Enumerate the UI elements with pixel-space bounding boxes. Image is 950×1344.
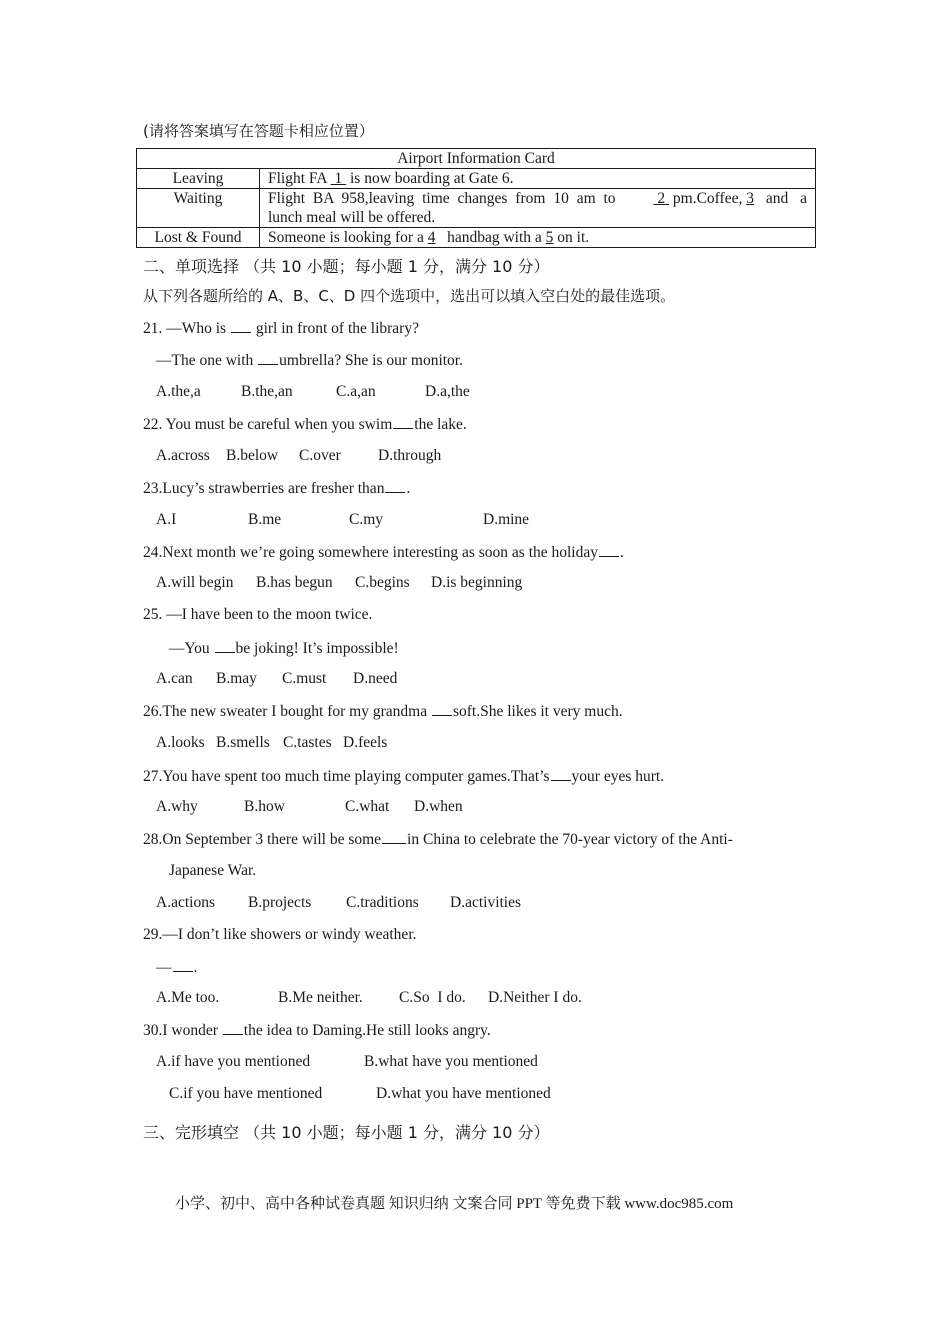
question-23: 23.Lucy’s strawberries are fresher than .	[143, 480, 411, 497]
page-footer: 小学、初中、高中各种试卷真题 知识归纳 文案合同 PPT 等免费下载 www.doc985.com	[175, 1196, 734, 1212]
option-b: B.what have you mentioned	[364, 1053, 538, 1070]
question-30: 30.I wonder the idea to Daming.He still looks angry.	[143, 1022, 491, 1039]
row-content: Someone is looking for a 4 handbag with a 5 on it.	[260, 228, 816, 248]
option-b: B.smells	[216, 734, 270, 751]
question-22: 22. You must be careful when you swim the lake.	[143, 416, 467, 433]
option-d: D.mine	[483, 511, 530, 528]
option-d: D.when	[414, 798, 463, 815]
option-b: B.Me neither.	[278, 989, 363, 1006]
option-d: D.is beginning	[431, 574, 523, 591]
option-c: C.must	[282, 670, 327, 687]
option-d: D.through	[378, 447, 442, 464]
answer-instruction: (请将答案填写在答题卡相应位置）	[143, 122, 374, 140]
option-c: C.over	[299, 447, 341, 464]
question-24: 24.Next month we’re going somewhere interesting as soon as the holiday .	[143, 544, 624, 561]
option-a: A.can	[156, 670, 193, 687]
row-label: Lost & Found	[137, 228, 260, 248]
option-b: B.below	[226, 447, 279, 464]
option-d: D.need	[353, 670, 398, 687]
option-c: C.So I do.	[399, 989, 466, 1006]
option-c: C.if you have mentioned	[169, 1085, 323, 1102]
question-21: 21. —Who is girl in front of the library?	[143, 320, 419, 337]
answer-blank	[599, 542, 619, 557]
option-a: A.actions	[156, 894, 215, 911]
answer-blank	[173, 957, 193, 972]
option-b: B.may	[216, 670, 257, 687]
option-b: B.the,an	[241, 383, 293, 400]
blank-5: 5	[545, 229, 554, 246]
option-a: A.if have you mentioned	[156, 1053, 311, 1070]
option-c: C.traditions	[346, 894, 419, 911]
option-b: B.has begun	[256, 574, 333, 591]
option-b: B.me	[248, 511, 282, 528]
question-27: 27.You have spent too much time playing computer games.That’s your eyes hurt.	[143, 768, 665, 785]
question-25-line2: —You be joking! It’s impossible!	[169, 640, 399, 657]
answer-blank	[385, 478, 405, 493]
question-29-line2: — .	[156, 959, 198, 976]
answer-blank	[231, 318, 251, 333]
section-instruction: 从下列各题所给的 A、B、C、D 四个选项中，选出可以填入空白处的最佳选项。	[143, 287, 676, 305]
answer-blank	[223, 1020, 243, 1035]
option-d: D.Neither I do.	[488, 989, 582, 1006]
row-label: Waiting	[137, 189, 260, 228]
option-a: A.why	[156, 798, 198, 815]
section-heading-multiple-choice: 二、单项选择 （共 10 小题；每小题 1 分，满分 10 分）	[143, 257, 550, 276]
question-21-line2: —The one with umbrella? She is our monitor.	[156, 352, 463, 369]
blank-2: 2	[657, 190, 666, 207]
option-a: A.will begin	[156, 574, 234, 591]
answer-blank	[382, 829, 406, 844]
question-28-line2: Japanese War.	[169, 862, 257, 879]
answer-blank	[551, 766, 571, 781]
option-a: A.the,a	[156, 383, 201, 400]
option-c: C.my	[349, 511, 384, 528]
blank-4: 4	[427, 229, 436, 246]
option-d: D.activities	[450, 894, 522, 911]
option-c: C.begins	[355, 574, 410, 591]
option-c: C.tastes	[283, 734, 332, 751]
answer-blank	[215, 638, 235, 653]
blank-3: 3	[746, 190, 754, 207]
section-heading-cloze: 三、完形填空 （共 10 小题；每小题 1 分，满分 10 分）	[143, 1123, 550, 1142]
card-title: Airport Information Card	[137, 149, 816, 169]
option-c: C.a,an	[336, 383, 376, 400]
answer-blank	[432, 701, 452, 716]
option-a: A.looks	[156, 734, 205, 751]
card-row-lost-found	[137, 228, 816, 248]
option-b: B.projects	[248, 894, 312, 911]
option-d: D.a,the	[425, 383, 470, 400]
blank-1: 1	[334, 170, 343, 187]
option-a: A.across	[156, 447, 210, 464]
option-a: A.I	[156, 511, 177, 528]
question-28: 28.On September 3 there will be some in China to celebrate the 70-year victory of the Anti-	[143, 831, 733, 848]
row-content: Flight BA 958,leaving time changes from 10 am to 2 pm.Coffee, 3 and a lunch meal will be offered.	[260, 189, 816, 228]
answer-blank	[258, 350, 278, 365]
answer-blank	[393, 414, 413, 429]
card-row-leaving	[137, 169, 816, 189]
question-29: 29.—I don’t like showers or windy weather.	[143, 926, 417, 943]
option-d: D.what you have mentioned	[376, 1085, 551, 1102]
option-d: D.feels	[343, 734, 388, 751]
option-a: A.Me too.	[156, 989, 220, 1006]
question-25: 25. —I have been to the moon twice.	[143, 606, 373, 623]
row-label: Leaving	[137, 169, 260, 189]
question-26: 26.The new sweater I bought for my grandma soft.She likes it very much.	[143, 703, 623, 720]
airport-information-card	[136, 148, 816, 248]
row-content: Flight FA 1 is now boarding at Gate 6.	[260, 169, 816, 189]
card-row-waiting	[137, 189, 816, 228]
option-c: C.what	[345, 798, 390, 815]
option-b: B.how	[244, 798, 285, 815]
